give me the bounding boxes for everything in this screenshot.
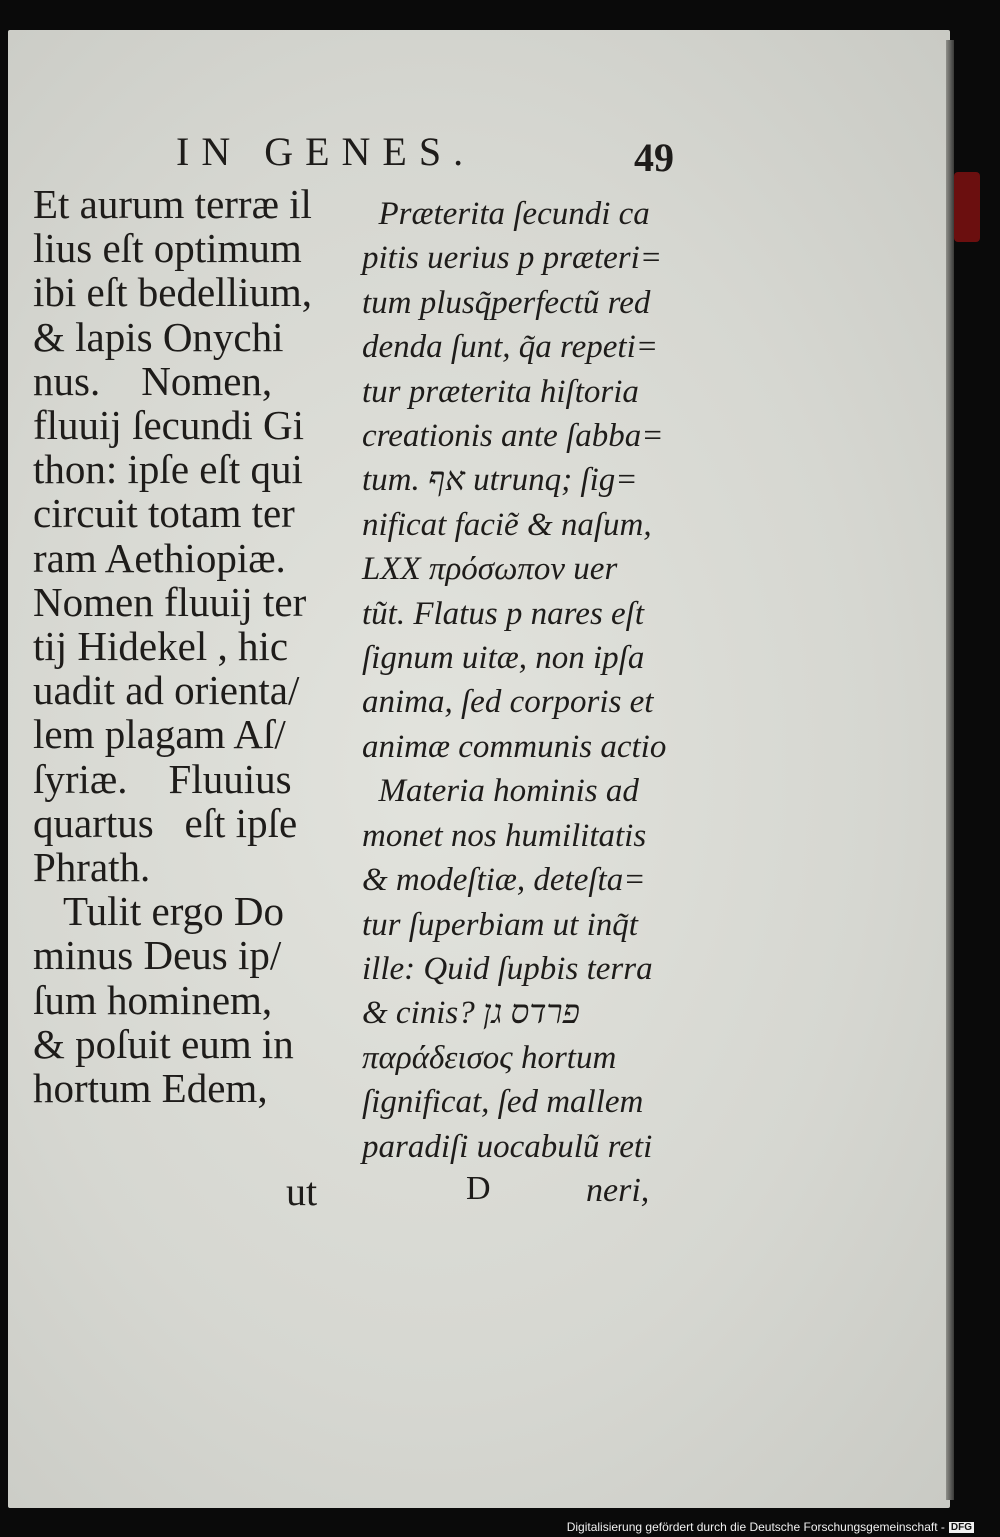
text-line: tum plusq̃perfectũ red <box>362 284 651 321</box>
text-line: & lapis Onychi <box>33 313 284 360</box>
text-line: tũt. Flatus p nares eſt <box>362 595 645 632</box>
text-line: Materia hominis ad <box>362 773 639 810</box>
text-line: lius eſt optimum <box>33 225 302 272</box>
text-line: creationis ante ſabba= <box>362 418 664 455</box>
text-line: pitis uerius p præteri= <box>362 240 663 277</box>
catchword-right: neri, <box>586 1172 650 1209</box>
text-line: quartus eſt ipſe <box>33 799 298 846</box>
text-line: denda ſunt, q̃a repeti= <box>362 329 659 366</box>
text-line: Præterita ſecundi ca <box>362 196 650 232</box>
text-line: Tulit ergo Do <box>33 888 285 935</box>
text-line: ſignificat, ſed mallem <box>362 1084 644 1121</box>
text-line: ibi eſt bedellium, <box>33 269 312 316</box>
text-line: ſum hominem, <box>33 976 273 1023</box>
text-line: tum. אף utrunq; ſig= <box>362 462 638 499</box>
text-line: Nomen fluuij ter <box>33 578 307 625</box>
text-line: paradiſi uocabulũ reti <box>362 1128 653 1165</box>
text-line: lem plagam Aſ/ <box>33 711 286 758</box>
text-line: LXX πρόσωπον uer <box>362 551 618 588</box>
text-line: nus. Nomen, <box>33 357 273 404</box>
text-line: anima, ſed corporis et <box>362 684 654 721</box>
text-line: hortum Edem, <box>33 1065 268 1112</box>
text-line: monet nos humilitatis <box>362 817 647 854</box>
dfg-logo: DFG <box>950 1521 972 1533</box>
text-line: circuit totam ter <box>33 490 295 537</box>
text-line: ille: Quid ſupbis terra <box>362 950 653 987</box>
catchword-left: ut <box>286 1169 318 1214</box>
text-line: thon: ipſe eſt qui <box>33 446 303 493</box>
text-line: uadit ad orienta/ <box>33 667 300 714</box>
text-line: & poſuit eum in <box>33 1020 294 1067</box>
running-title: IN GENES. <box>176 129 476 174</box>
text-line: & modeſtiæ, deteſta= <box>362 862 646 899</box>
text-line: tij Hidekel , hic <box>33 623 289 670</box>
text-line: fluuij ſecundi Gi <box>33 402 305 449</box>
main-text-column <box>33 182 353 1110</box>
bookmark-tab <box>954 172 980 242</box>
text-line: ſyriæ. Fluuius <box>33 755 292 802</box>
text-line: tur ſuperbiam ut inq̃t <box>362 906 638 943</box>
text-line: παράδεισος hortum <box>362 1039 617 1076</box>
text-line: Phrath. <box>33 844 151 891</box>
page-number: 49 <box>634 135 674 180</box>
text-line: minus Deus ip/ <box>33 932 282 979</box>
text-line: animæ communis actio <box>362 728 667 765</box>
signature-mark: D <box>466 1170 491 1207</box>
commentary-column <box>362 192 682 1169</box>
digitization-footer <box>567 1520 974 1534</box>
text-line: Et aurum terræ il <box>33 181 312 227</box>
text-line: nificat faciẽ & naſum, <box>362 506 652 543</box>
text-line: ſignum uitæ, non ipſa <box>362 640 645 677</box>
page-edge <box>946 40 954 1500</box>
footer-text: Digitalisierung gefördert durch die Deutsche Forschungsgemeinschaft - <box>566 1520 945 1534</box>
text-line: ram Aethiopiæ. <box>33 534 286 581</box>
text-line: & cinis? פרדס גן <box>362 995 580 1032</box>
text-line: tur præterita hiſtoria <box>362 373 639 410</box>
